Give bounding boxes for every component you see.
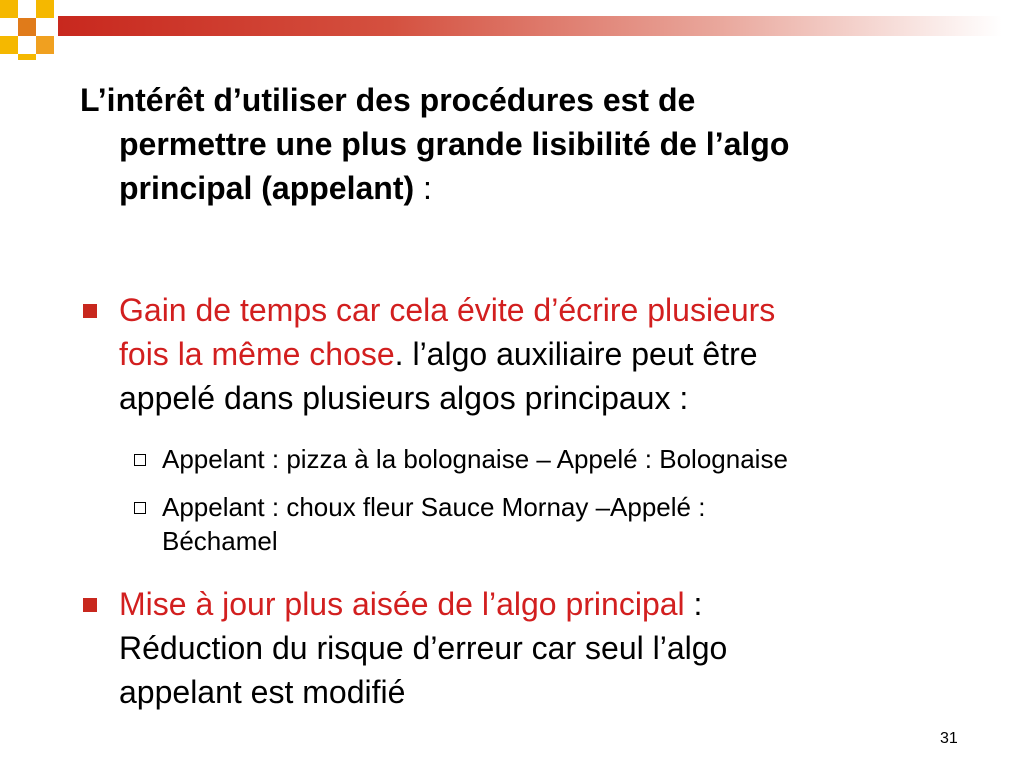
bullet-line: Réduction du risque d’erreur car seul l’algo — [119, 630, 728, 666]
deco-square — [18, 18, 36, 36]
intro-line: permettre une plus grande lisibilité de l’algo — [119, 126, 790, 162]
bullet-item-update — [80, 582, 980, 714]
deco-square — [0, 36, 18, 54]
hollow-square-bullet-icon — [134, 502, 146, 514]
bullet-line — [119, 288, 980, 332]
deco-square — [0, 0, 18, 18]
sub-bullet-item — [132, 442, 992, 476]
sub-bullet-item — [132, 490, 992, 558]
deco-square — [36, 0, 54, 18]
sub-bullet-text: Appelant : pizza à la bolognaise – Appelé : Bolognaise — [162, 444, 788, 474]
sub-bullet-line: Béchamel — [162, 526, 278, 556]
body-text: : — [684, 586, 703, 622]
highlight-text: Mise à jour plus aisée de l’algo principal — [119, 586, 685, 622]
sub-bullet-line: Appelant : choux fleur Sauce Mornay –Appelé : — [162, 492, 706, 522]
bullet-line — [119, 332, 980, 376]
bullet-line: appelé dans plusieurs algos principaux : — [119, 380, 689, 416]
deco-square — [18, 54, 36, 60]
highlight-text: Gain de temps car cela évite d’écrire plusieurs — [119, 292, 776, 328]
intro-line — [80, 166, 980, 210]
bullet-text — [119, 582, 980, 714]
intro-paragraph — [80, 78, 980, 210]
hollow-square-bullet-icon — [134, 454, 146, 466]
intro-colon: : — [414, 170, 432, 206]
page-number: 31 — [940, 730, 958, 747]
square-bullet-icon — [83, 598, 97, 612]
intro-bold-text: principal (appelant) — [119, 170, 415, 206]
highlight-text: fois la même chose — [119, 336, 395, 372]
deco-square — [36, 36, 54, 54]
bullet-line: appelant est modifié — [119, 674, 406, 710]
body-text: . l’algo auxiliaire peut être — [394, 336, 758, 372]
bullet-item-time-gain — [80, 288, 980, 420]
square-bullet-icon — [83, 304, 97, 318]
bullet-text — [119, 288, 980, 420]
slide-header-decoration — [0, 0, 1024, 60]
header-gradient-band — [58, 16, 1002, 36]
sub-bullet-text — [162, 490, 992, 558]
bullet-line — [119, 582, 980, 626]
intro-line: L’intérêt d’utiliser des procédures est de — [80, 82, 696, 118]
